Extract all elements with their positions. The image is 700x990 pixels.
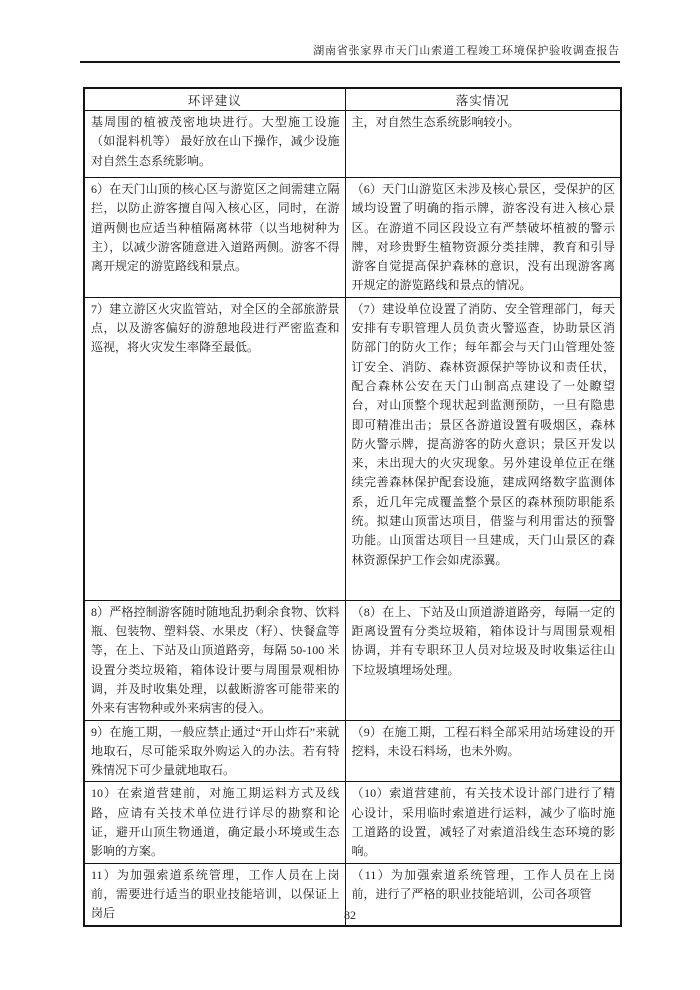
- suggestion-cell: [84, 600, 345, 720]
- implementation-cell: [345, 600, 621, 720]
- table-row: [84, 600, 621, 720]
- eia-implementation-table: [83, 87, 622, 927]
- implementation-cell: [345, 111, 621, 178]
- suggestion-cell: [84, 178, 345, 298]
- implementation-text: （9）在施工期，工程石料全部采用站场建设的开挖料，未设石料场，也未外购。: [351, 724, 615, 758]
- implementation-text: （11）为加强索道系统管理，工作人员在上岗前，进行了严格的职业技能培训，公司各项管: [351, 867, 615, 901]
- implementation-cell: [345, 297, 621, 600]
- implementation-text: （6）天门山游览区未涉及核心景区，受保护的区域均设置了明确的指示牌，游客没有进入核心景区。在游道不同区段设立有严禁破坏植被的警示牌，对珍贵野生植物资源分类挂牌，教育和引导游客自觉提高保护森林的意识，没有出现游客离开规定的游览路线和景点的情况。: [351, 182, 615, 293]
- column-header-eia-suggestion: 环评建议: [84, 88, 345, 111]
- suggestion-text: 9）在施工期，一般应禁止通过“开山炸石”来就地取石，尽可能采取外购运入的办法。若有特殊情况下可少量就地取石。: [91, 724, 340, 778]
- implementation-text: （8）在上、下站及山顶道游道路旁，每隔一定的距离设置有分类垃圾箱，箱体设计与周围景观相协调，并有专职环卫人员对垃圾及时收集运往山下垃圾填埋场处理。: [351, 604, 615, 677]
- suggestion-cell: [84, 297, 345, 600]
- suggestion-text: 7）建立游区火灾监管站，对全区的全部旅游景点，以及游客偏好的游憩地段进行严密监查和巡视，将火灾发生率降至最低。: [91, 301, 340, 355]
- implementation-text: （7）建设单位设置了消防、安全管理部门，每天安排有专职管理人员负责火警巡查，协助景区消防部门的防火工作；每年都会与天门山管理处签订安全、消防、森林资源保护等协议和责任状，配合森林公安在天门山制高点建设了一处瞭望台，对山顶整个现状起到监测预防，一旦有隐患即可精准出击；景区各游道设置有吸烟区，森林防火警示牌，提高游客的防火意识；景区开发以来，未出现大的火灾现象。另外建设单位正在继续完善森林保护配套设施，建成网络数字监测体系，近几年完成覆盖整个景区的森林预防职能系统。拟建山顶雷达项目，借鉴与利用雷达的预警功能。山顶雷达项目一旦建成，天门山景区的森林资源保护工作会如虎添翼。: [351, 301, 615, 567]
- column-header-implementation-status: 落实情况: [345, 88, 621, 111]
- suggestion-text: 基周围的植被茂密地块进行。大型施工设施（如混料机等） 最好放在山下操作，减少设施对自然生态系统影响。: [91, 115, 340, 168]
- implementation-cell: [345, 782, 621, 863]
- implementation-text: （10）索道营建前，有关技术设计部门进行了精心设计，采用临时索道进行运料，减少了临时施工道路的设置，减轻了对索道沿线生态环境的影响。: [351, 786, 615, 859]
- suggestion-text: 8）严格控制游客随时随地乱扔剩余食物、饮料瓶、包装物、塑料袋、水果皮（籽）、快餐盒等等，在上、下站及山顶道路旁，每隔 50-100 米设置分类垃圾箱，箱体设计要与周围景观相协调，并及时收集处理，以截断游客可能带来的外来有害物种或外来病害的侵入。: [91, 604, 340, 716]
- suggestion-cell: [84, 111, 345, 178]
- table-row: [84, 782, 621, 863]
- suggestion-text: 11）为加强索道系统管理，工作人员在上岗前，需要进行适当的职业技能培训，以保证上岗后: [91, 867, 340, 921]
- implementation-text: 主，对自然生态系统影响较小。: [351, 115, 520, 129]
- suggestion-text: 6）在天门山顶的核心区与游览区之间需建立隔拦，以防止游客擅自闯入核心区，同时，在游道两侧也应适当种植隔离林带（以当地树种为主），以减少游客随意进入道路两侧。游客不得离开规定的游览路线和景点。: [91, 182, 340, 274]
- table-row: [84, 297, 621, 600]
- table-row: [84, 111, 621, 178]
- page-number: 82: [344, 908, 356, 922]
- suggestion-text: 10）在索道营建前，对施工期运料方式及线路，应请有关技术单位进行详尽的勘察和论证，避开山顶生物通道，确定最小环境或生态影响的方案。: [91, 786, 340, 859]
- table-row: [84, 178, 621, 298]
- implementation-cell: [345, 178, 621, 298]
- suggestion-cell: [84, 782, 345, 863]
- table-header-row: [84, 88, 621, 111]
- suggestion-cell: [84, 720, 345, 782]
- header-divider-line: [80, 61, 620, 63]
- report-header-title: 湖南省张家界市天门山索道工程竣工环境保护验收调查报告: [313, 45, 620, 57]
- table-row: [84, 720, 621, 782]
- implementation-cell: [345, 720, 621, 782]
